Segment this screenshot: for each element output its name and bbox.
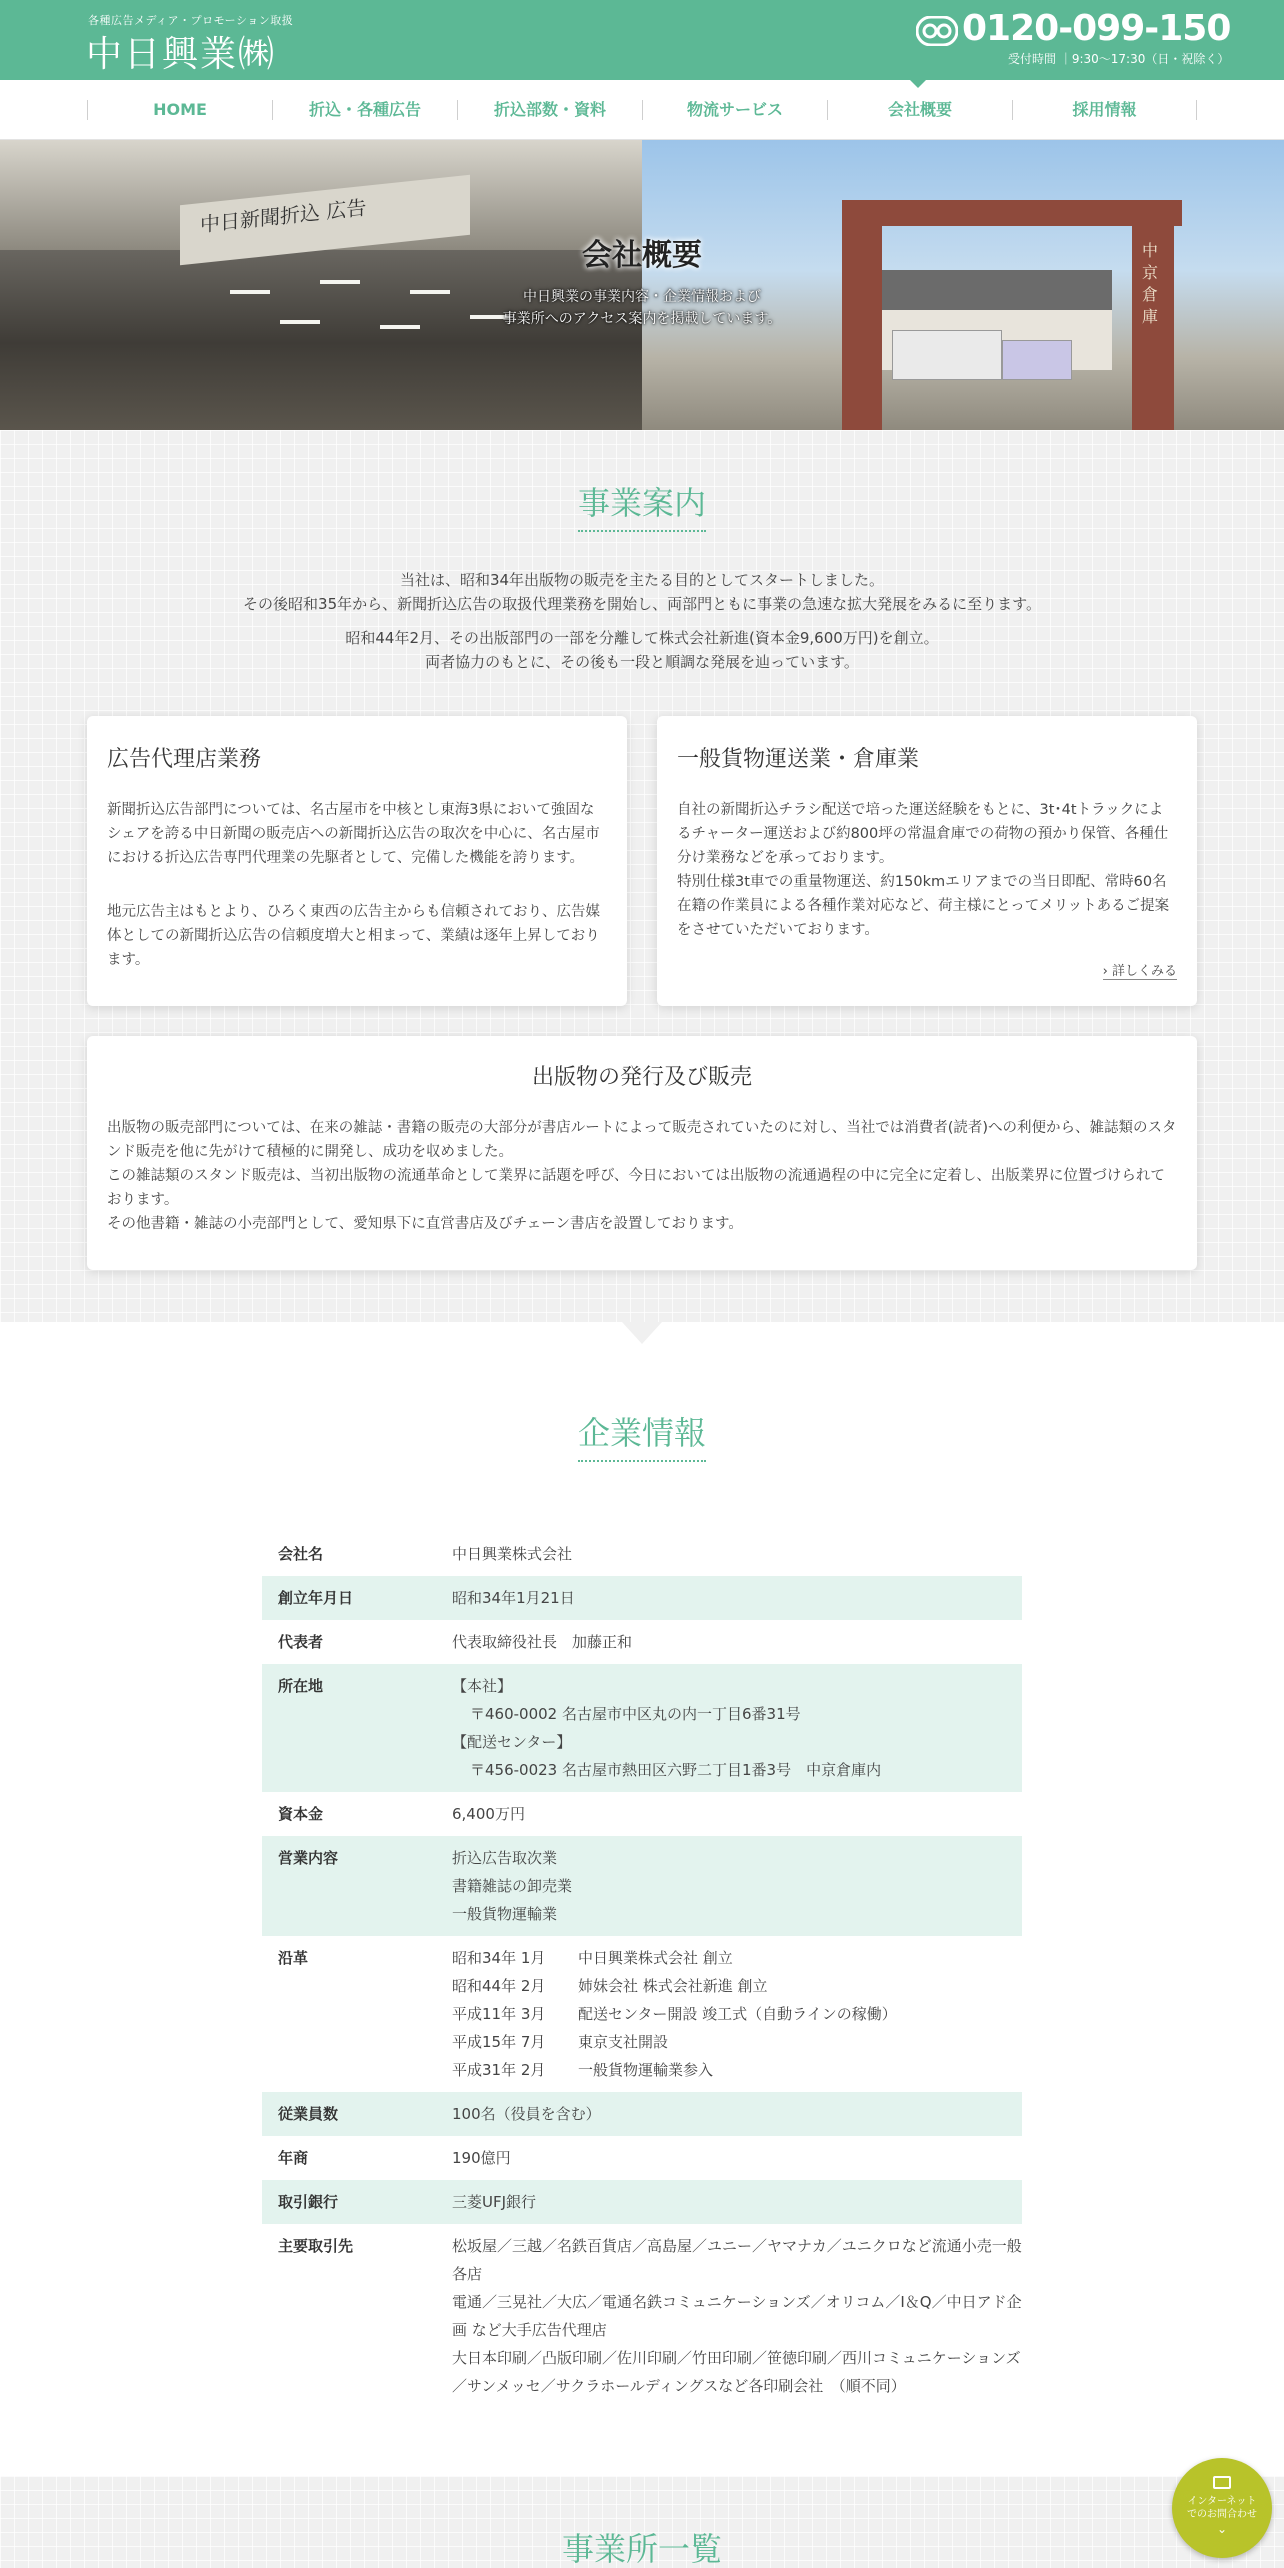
business-section (0, 430, 1284, 1322)
nav-circulation[interactable]: 折込部数・資料 (457, 100, 642, 120)
card-title: 広告代理店業務 (107, 747, 262, 772)
company-info-table (262, 1532, 1022, 2408)
business-intro-2: 昭和44年2月、その出版部門の一部を分離して株式会社新進(資本金9,600万円)を創立。 両者協力のもとに、その後も一段と順調な発展を辿っています。 (345, 629, 939, 671)
card-publishing (87, 1036, 1197, 1270)
mail-icon (1213, 2476, 1231, 2489)
global-nav (0, 80, 1284, 140)
freedial-icon (916, 16, 958, 46)
card-text: この雑誌類のスタンド販売は、当初出版物の流通革命として業界に話題を呼び、今日においては出版物の流通過程の中に完全に定着し、出版業界に位置づけられております。 (107, 1168, 1165, 1208)
card-text: 自社の新聞折込チラシ配送で培った運送経験をもとに、3t･4tトラックによるチャーター運送および約800坪の常温倉庫での荷物の預かり保管、各種仕分け業務などを承っております。 (677, 802, 1169, 866)
table-row: 資本金 6,400万円 (278, 1805, 525, 1823)
card-text: 特別仕様3t車での重量物運送、約150kmエリアまでの当日即配、常時60名在籍の作業員による各種作業対応など、荷主様にとってメリットあるご提案をさせていただいております。 (677, 874, 1170, 938)
table-row: 年商 190億円 (278, 2149, 511, 2167)
nav-company[interactable]: 会社概要 (827, 100, 1012, 120)
logo[interactable]: 中日興業㈱ (86, 34, 277, 75)
table-row: 創立年月日 昭和34年1月21日 (262, 1576, 1022, 1620)
business-intro-1: 当社は、昭和34年出版物の販売を主たる目的としてスタートしました。 その後昭和35年から、新聞折込広告の取扱代理業務を開始し、両部門ともに事業の急速な拡大発展をみるに至ります。 (243, 571, 1041, 613)
card-text: 地元広告主はもとより、ひろく東西の広告主からも信頼されており、広告媒体としての新聞折込広告の信頼度増大と相まって、業績は逐年上昇しております。 (107, 904, 600, 968)
card-text: 出版物の販売部門については、在来の雑誌・書籍の販売の大部分が書店ルートによって販売されていたのに対し、当社では消費者(読者)への利便から、雑誌類のスタンド販売を他に先がけて積極的に開発し、成功を収めました。 (107, 1120, 1177, 1160)
table-row: 所在地 【本社】 〒460-0002 名古屋市中区丸の内一丁目6番31号 【配送センター】 〒456-0023 名古屋市熱田区六野二丁目1番3号 中京倉庫内 (262, 1664, 1022, 1792)
table-row: 従業員数 100名（役員を含む） (262, 2092, 1022, 2136)
table-row: 営業内容 折込広告取次業 書籍雑誌の卸売業 一般貨物運輸業 (262, 1836, 1022, 1936)
company-heading: 企業情報 (0, 1408, 1284, 1462)
table-row: 沿革 昭和34年 1月 中日興業株式会社 創立 昭和44年 2月 姉妹会社 株式会社新進 創立 平成11年 3月 配送センター開設 竣工式（自動ラインの稼働） 平成15年 7月 東京支社開設 平成31年 2月 一般貨物運輸業参入 (278, 1949, 897, 2079)
nav-advertising[interactable]: 折込・各種広告 (272, 100, 457, 120)
nav-active-indicator (908, 78, 928, 88)
logo-tagline: 各種広告メディア・プロモーション取扱 (88, 14, 294, 27)
section-pointer (622, 1322, 662, 1344)
table-row: 会社名 中日興業株式会社 (278, 1545, 573, 1563)
more-link[interactable]: › 詳しくみる (1103, 960, 1177, 980)
offices-section (0, 2476, 1284, 2568)
warehouse-sign: 中京倉庫 (1142, 241, 1159, 326)
hero-photo-distribution-center (0, 140, 642, 430)
contact-button[interactable]: インターネットでのお問合わせ ⌄ (1172, 2458, 1272, 2558)
page-subtitle: 中日興業の事業内容・企業情報および 事業所へのアクセス案内を掲載しています。 (502, 289, 782, 327)
table-row: 取引銀行 三菱UFJ銀行 (262, 2180, 1022, 2224)
hero-sign-text: 中日新聞折込 広告 (200, 195, 367, 237)
card-logistics (657, 716, 1197, 1006)
offices-heading: 事業所一覧 (0, 2524, 1284, 2568)
nav-logistics[interactable]: 物流サービス (642, 100, 827, 120)
page-title: 会社概要 (582, 238, 702, 273)
card-title: 一般貨物運送業・倉庫業 (677, 747, 920, 772)
phone-number[interactable]: 0120-099-150 (962, 8, 1231, 49)
chevron-down-icon: ⌄ (1216, 2522, 1228, 2536)
hero-photo-warehouse-gate (642, 140, 1284, 430)
card-text: その他書籍・雑誌の小売部門として、愛知県下に直営書店及びチェーン書店を設置しております。 (107, 1216, 743, 1232)
table-row: 代表者 代表取締役社長 加藤正和 (278, 1633, 633, 1651)
header-bar (0, 0, 1284, 80)
hero-banner (0, 140, 1284, 430)
card-title: 出版物の発行及び販売 (531, 1065, 752, 1090)
nav-home[interactable]: HOME (87, 100, 272, 120)
business-heading: 事業案内 (0, 478, 1284, 532)
card-text: 新聞折込広告部門については、名古屋市を中核とし東海3県において強固なシェアを誇る中日新聞の販売店への新聞折込広告の取次を中心に、名古屋市における折込広告専門代理業の先駆者として、完備した機能を誇ります。 (107, 802, 600, 866)
phone-hours: 受付時間 ｜9:30〜17:30（日・祝除く） (1008, 52, 1230, 66)
table-row: 主要取引先 松坂屋／三越／名鉄百貨店／高島屋／ユニー／ヤマナカ／ユニクロなど流通小売一般各店 電通／三晃社／大広／電通名鉄コミュニケーションズ／オリコム／I＆Q／中日アド企画 など大手広告代理店 大日本印刷／凸版印刷／佐川印刷／竹田印刷／笹徳印刷／西川コミュニケーションズ／サンメッセ／サクラホールディングスなど各印刷会社 （順不同） (278, 2237, 1022, 2395)
card-advertising-agency (87, 716, 627, 1006)
nav-recruit[interactable]: 採用情報 (1012, 100, 1197, 120)
